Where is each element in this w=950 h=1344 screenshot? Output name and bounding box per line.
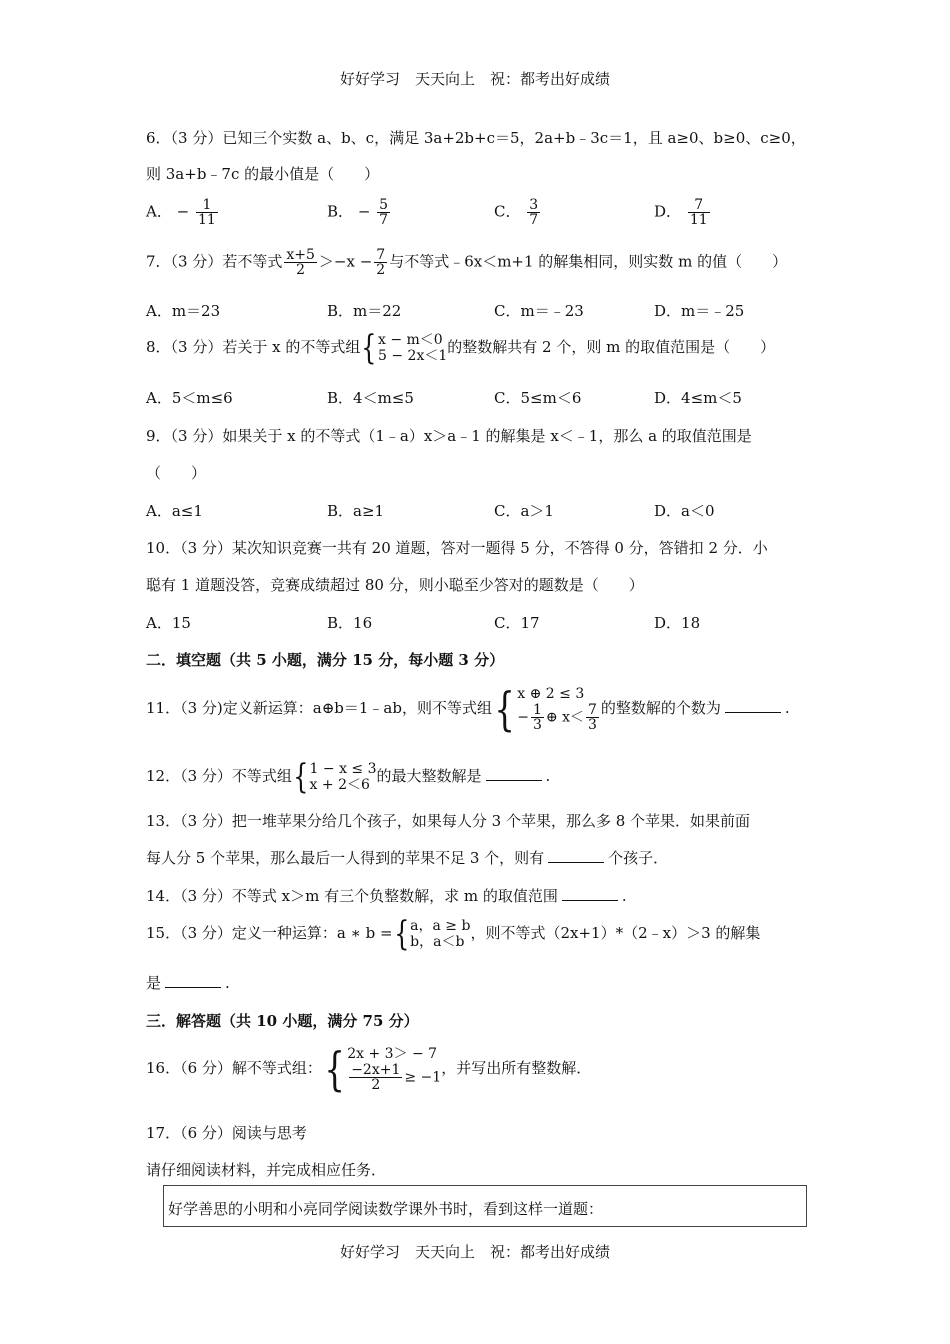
q8-pre: 8．（3 分）若关于 x 的不等式组: [146, 338, 361, 356]
q6-c-fraction: [527, 198, 540, 227]
q11-post: 的整数解的个数为: [600, 699, 721, 717]
q6-option-c: [494, 198, 542, 227]
page-footer: 好好学习 天天向上 祝：都考出好成绩: [339, 1243, 610, 1261]
q9-stem-2: （ ）: [146, 464, 207, 482]
q8-post: 的整数解共有 2 个，则 m 的取值范围是（ ）: [447, 338, 776, 356]
q16-stem: [146, 1042, 592, 1096]
q6-b-num: 5: [379, 197, 389, 213]
period: .: [621, 887, 627, 905]
q6-b-den: 7: [379, 212, 389, 228]
q11-frac-1-den: 3: [532, 716, 542, 733]
q9-option-b: B．a≥1: [327, 502, 385, 520]
q7-den2: 2: [376, 262, 386, 278]
reading-material-box: [163, 1185, 807, 1227]
q6-a-label: A．: [146, 202, 172, 221]
q7-option-a: A．m＝23: [146, 302, 221, 320]
left-brace-icon: {: [293, 757, 309, 797]
q7-option-c: C．m＝﹣23: [494, 302, 584, 320]
q6-a-sign: −: [176, 202, 190, 221]
q7-fraction-2: [374, 248, 387, 277]
q7-option-d: D．m＝﹣25: [654, 302, 745, 320]
q10-stem-2: 聪有 1 道题没答，竞赛成绩超过 80 分，则小聪至少答对的题数是（ ）: [146, 576, 644, 594]
q7-option-b: B．m＝22: [327, 302, 402, 320]
q16-sys-line-1: 2x + 3＞ − 7: [347, 1046, 438, 1063]
q7-mid: ＞−x −: [318, 252, 373, 271]
q7-num2: 7: [376, 247, 386, 263]
q8-option-a: A．5＜m≤6: [146, 389, 233, 407]
q7-num: x+5: [286, 247, 315, 263]
q11-system: [517, 686, 601, 731]
period: .: [225, 974, 230, 992]
q16-frac-den: 2: [371, 1076, 381, 1093]
q14-stem-text: 14．（3 分）不等式 x＞m 有三个负整数解，求 m 的取值范围: [146, 887, 558, 905]
q8-system: [378, 332, 447, 364]
q6-d-label: D．: [654, 202, 682, 221]
q15-stem: [146, 914, 761, 954]
q12-pre: 12．（3 分）不等式组: [146, 767, 292, 785]
q10-option-b: B．16: [327, 614, 373, 632]
q14-stem: [146, 885, 627, 906]
q6-a-den: 11: [197, 212, 216, 228]
q9-option-d: D．a＜0: [654, 502, 715, 520]
q16-sys-line-2: [347, 1063, 441, 1092]
q6-d-num: 7: [688, 198, 710, 213]
q16-sys-line-2-post: ≥ −1: [404, 1069, 442, 1086]
q11-frac-2-num: 7: [587, 701, 597, 718]
period: .: [784, 699, 790, 717]
q11-sys-line-1: x ⊕ 2 ≤ 3: [517, 686, 585, 703]
q8-stem: [146, 328, 776, 368]
answer-blank[interactable]: [725, 700, 781, 713]
left-brace-icon: {: [393, 914, 409, 954]
section-2-heading: 二．填空题（共 5 小题，满分 15 分，每小题 3 分）: [146, 651, 505, 669]
q7-den: 2: [296, 262, 306, 278]
q15-stem-2: [146, 972, 230, 993]
q11-minus: −: [517, 709, 529, 726]
q8-sys-line-2: 5 − 2x＜1: [378, 348, 448, 364]
q7-post: 与不等式﹣6x＜m+1 的解集相同，则实数 m 的值（ ）: [389, 252, 788, 271]
q6-option-a: [146, 198, 220, 227]
reading-material-text: 好学善思的小明和小亮同学阅读数学课外书时，看到这样一道题：: [168, 1200, 604, 1218]
answer-blank[interactable]: [562, 888, 618, 901]
answer-blank[interactable]: [486, 768, 542, 781]
q8-option-b: B．4＜m≤5: [327, 389, 414, 407]
left-brace-icon: {: [324, 1042, 345, 1096]
q13-stem-2: [146, 847, 668, 868]
page-header: 好好学习 天天向上 祝：都考出好成绩: [339, 70, 610, 88]
q13-stem-2-text: 每人分 5 个苹果，那么最后一人得到的苹果不足 3 个，则有: [146, 849, 545, 867]
q6-b-sign: −: [357, 202, 371, 221]
q6-stem: 6．（3 分）已知三个实数 a、b、c，满足 3a+2b+c＝5，2a+b﹣3c＝1，且 a≥0、b≥0、c≥0，: [146, 129, 806, 147]
q6-option-d: [654, 198, 712, 227]
q11-stem: [146, 682, 790, 736]
q8-option-c: C．5≤m＜6: [494, 389, 582, 407]
q9-option-a: A．a≤1: [146, 502, 203, 520]
q16-frac: [349, 1063, 402, 1092]
q6-d-fraction: [688, 198, 710, 227]
q10-option-c: C．17: [494, 614, 540, 632]
q13-post: 个孩子．: [608, 849, 669, 867]
q6-d-den: 11: [689, 212, 708, 228]
q12-stem: [146, 757, 551, 797]
q7-fraction-1: [284, 248, 317, 277]
q10-stem: 10．（3 分）某次知识竞赛一共有 20 道题，答对一题得 5 分，不答得 0 分，答错扣 2 分．小: [146, 539, 768, 557]
q11-sys-line-2: [517, 703, 601, 732]
q9-stem: 9．（3 分）如果关于 x 的不等式（1﹣a）x＞a﹣1 的解集是 x＜﹣1，那么 a 的取值范围是: [146, 427, 752, 445]
q16-pre: 16．（6 分）解不等式组：: [146, 1059, 322, 1077]
q12-sys-line-1: 1 − x ≤ 3: [309, 760, 377, 777]
q8-sys-line-1: x − m＜0: [378, 331, 443, 348]
q15-stem-2-text: 是: [146, 974, 162, 992]
q12-post: 的最大整数解是: [376, 767, 482, 785]
q10-option-a: A．15: [146, 614, 191, 632]
q6-stem-2: 则 3a+b﹣7c 的最小值是（ ）: [146, 165, 380, 183]
answer-blank[interactable]: [165, 975, 221, 988]
left-brace-icon: {: [361, 328, 377, 368]
q12-sys-line-2: x + 2＜6: [309, 777, 370, 793]
q11-frac-1-num: 1: [532, 701, 542, 718]
q6-c-den: 7: [529, 212, 539, 228]
q17-stem: 17．（6 分）阅读与思考: [146, 1124, 307, 1142]
period: .: [545, 767, 551, 785]
q10-option-d: D．18: [654, 614, 701, 632]
q11-frac-2: [586, 703, 599, 732]
q15-sys-line-1: a，a ≥ b: [410, 917, 471, 934]
q15-post: ，则不等式（2x+1）*（2﹣x）＞3 的解集: [470, 924, 761, 942]
q7-pre: 7．（3 分）若不等式: [146, 252, 283, 271]
left-brace-icon: {: [494, 682, 515, 736]
q7-stem: [146, 248, 787, 277]
q6-a-fraction: [196, 198, 218, 227]
section-3-heading: 三．解答题（共 10 小题，满分 75 分）: [146, 1012, 419, 1030]
q16-post: ，并写出所有整数解．: [441, 1059, 592, 1077]
q6-b-label: B．: [327, 202, 354, 221]
q6-option-b: [327, 198, 392, 227]
q16-frac-num: −2x+1: [351, 1061, 401, 1078]
q15-pre: 15．（3 分）定义一种运算：a ∗ b =: [146, 924, 393, 942]
q11-frac-2-den: 3: [587, 716, 597, 733]
q11-op: ⊕ x＜: [545, 709, 584, 726]
q8-option-d: D．4≤m＜5: [654, 389, 742, 407]
q11-pre: 11．（3 分)定义新运算：a⊕b＝1﹣ab，则不等式组: [146, 699, 492, 717]
q6-c-num: 3: [529, 197, 539, 213]
q9-option-c: C．a＞1: [494, 502, 554, 520]
q6-b-fraction: [377, 198, 390, 227]
q11-frac-1: [531, 703, 544, 732]
answer-blank[interactable]: [548, 850, 604, 863]
q12-system: [310, 761, 377, 793]
q13-stem: 13．（3 分）把一堆苹果分给几个孩子，如果每人分 3 个苹果，那么多 8 个苹果．如果前面: [146, 812, 751, 830]
q17-stem-2: 请仔细阅读材料，并完成相应任务．: [146, 1161, 387, 1179]
q6-a-num: 1: [196, 198, 218, 213]
q15-system: [410, 918, 470, 950]
q15-sys-line-2: b，a＜b: [410, 934, 465, 950]
q16-system: [347, 1046, 441, 1091]
q6-c-label: C．: [494, 202, 521, 221]
